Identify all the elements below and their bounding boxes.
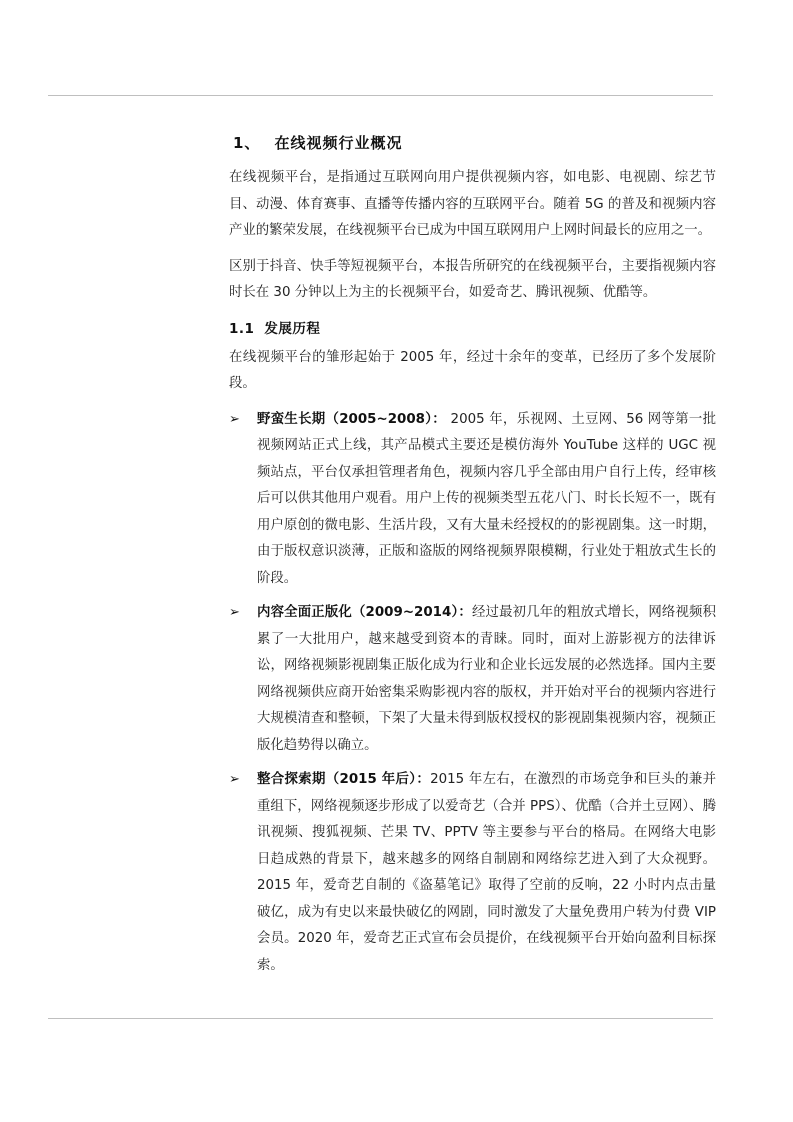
subsection-intro: 在线视频平台的雏形起始于 2005 年，经过十余年的变革，已经历了多个发展阶段。 xyxy=(229,349,716,391)
paragraph: 在线视频平台，是指通过互联网向用户提供视频内容，如电影、电视剧、综艺节目、动漫、体育赛事、直播等传播内容的互联网平台。随着 5G 的普及和视频内容产业的繁荣发展，在线视频平台已成为中国互联网用户上网时间最长的应用之一。 xyxy=(229,170,716,238)
bullet-title: 整合探索期（2015 年后）： xyxy=(257,772,431,787)
list-item xyxy=(229,407,716,593)
list-item xyxy=(229,767,716,979)
bullet-text: 2015 年左右，在激烈的市场竞争和巨头的兼并重组下，网络视频逐步形成了以爱奇艺（合并 PPS）、优酷（合并土豆网）、腾讯视频、搜狐视频、芒果 TV、PPTV 等主要参与平台的格局。在网络大电影日趋成熟的背景下，越来越多的网络自制剧和网络综艺进入到了大众视野。2015 年，爱奇艺自制的《盗墓笔记》取得了空前的反响，22 小时内点击量破亿，成为有史以来最快破亿的网剧，同时激发了大量免费用户转为付费 VIP 会员。2020 年，爱奇艺正式宣布会员提价，在线视频平台开始向盈利目标探索。 xyxy=(257,772,716,973)
bullet-title: 野蛮生长期（2005~2008）： xyxy=(257,411,446,427)
subsection-heading xyxy=(229,317,716,337)
arrow-bullet-icon: ➢ xyxy=(229,772,240,787)
section-title: 在线视频行业概况 xyxy=(274,134,403,152)
arrow-bullet-icon: ➢ xyxy=(229,605,240,620)
bullet-text: 2005 年，乐视网、土豆网、56 网等第一批视频网站正式上线，其产品模式主要还是模仿海外 YouTube 这样的 UGC 视频站点，平台仅承担管理者角色，视频内容几乎全部由用户自行上传，经审核后可以供其他用户观看。用户上传的视频类型五花八门、时长长短不一，既有用户原创的微电影、生活片段，又有大量未经授权的的影视剧集。这一时期，由于版权意识淡薄，正版和盗版的网络视频界限模糊，行业处于粗放式生长的阶段。 xyxy=(257,411,717,586)
bullet-title: 内容全面正版化（2009~2014）： xyxy=(257,605,472,620)
header-rule xyxy=(48,95,713,96)
section-heading xyxy=(233,132,716,153)
list-item xyxy=(229,600,716,759)
footer-rule xyxy=(48,1018,713,1019)
subsection-title: 发展历程 xyxy=(264,320,321,337)
bullet-text: 经过最初几年的粗放式增长，网络视频积累了一大批用户，越来越受到资本的青睐。同时，面对上游影视方的法律诉讼，网络视频影视剧集正版化成为行业和企业长远发展的必然选择。国内主要网络视频供应商开始密集采购影视内容的版权，并开始对平台的视频内容进行大规模清查和整顿，下架了大量未得到版权授权的影视剧集视频内容，视频正版化趋势得以确立。 xyxy=(257,605,717,753)
paragraph: 区别于抖音、快手等短视频平台，本报告所研究的在线视频平台，主要指视频内容时长在 30 分钟以上为主的长视频平台，如爱奇艺、腾讯视频、优酷等。 xyxy=(229,258,716,300)
document-body xyxy=(229,132,716,987)
section-number: 1、 xyxy=(233,134,261,152)
subsection-number: 1.1 xyxy=(229,320,255,337)
arrow-bullet-icon: ➢ xyxy=(229,411,240,427)
